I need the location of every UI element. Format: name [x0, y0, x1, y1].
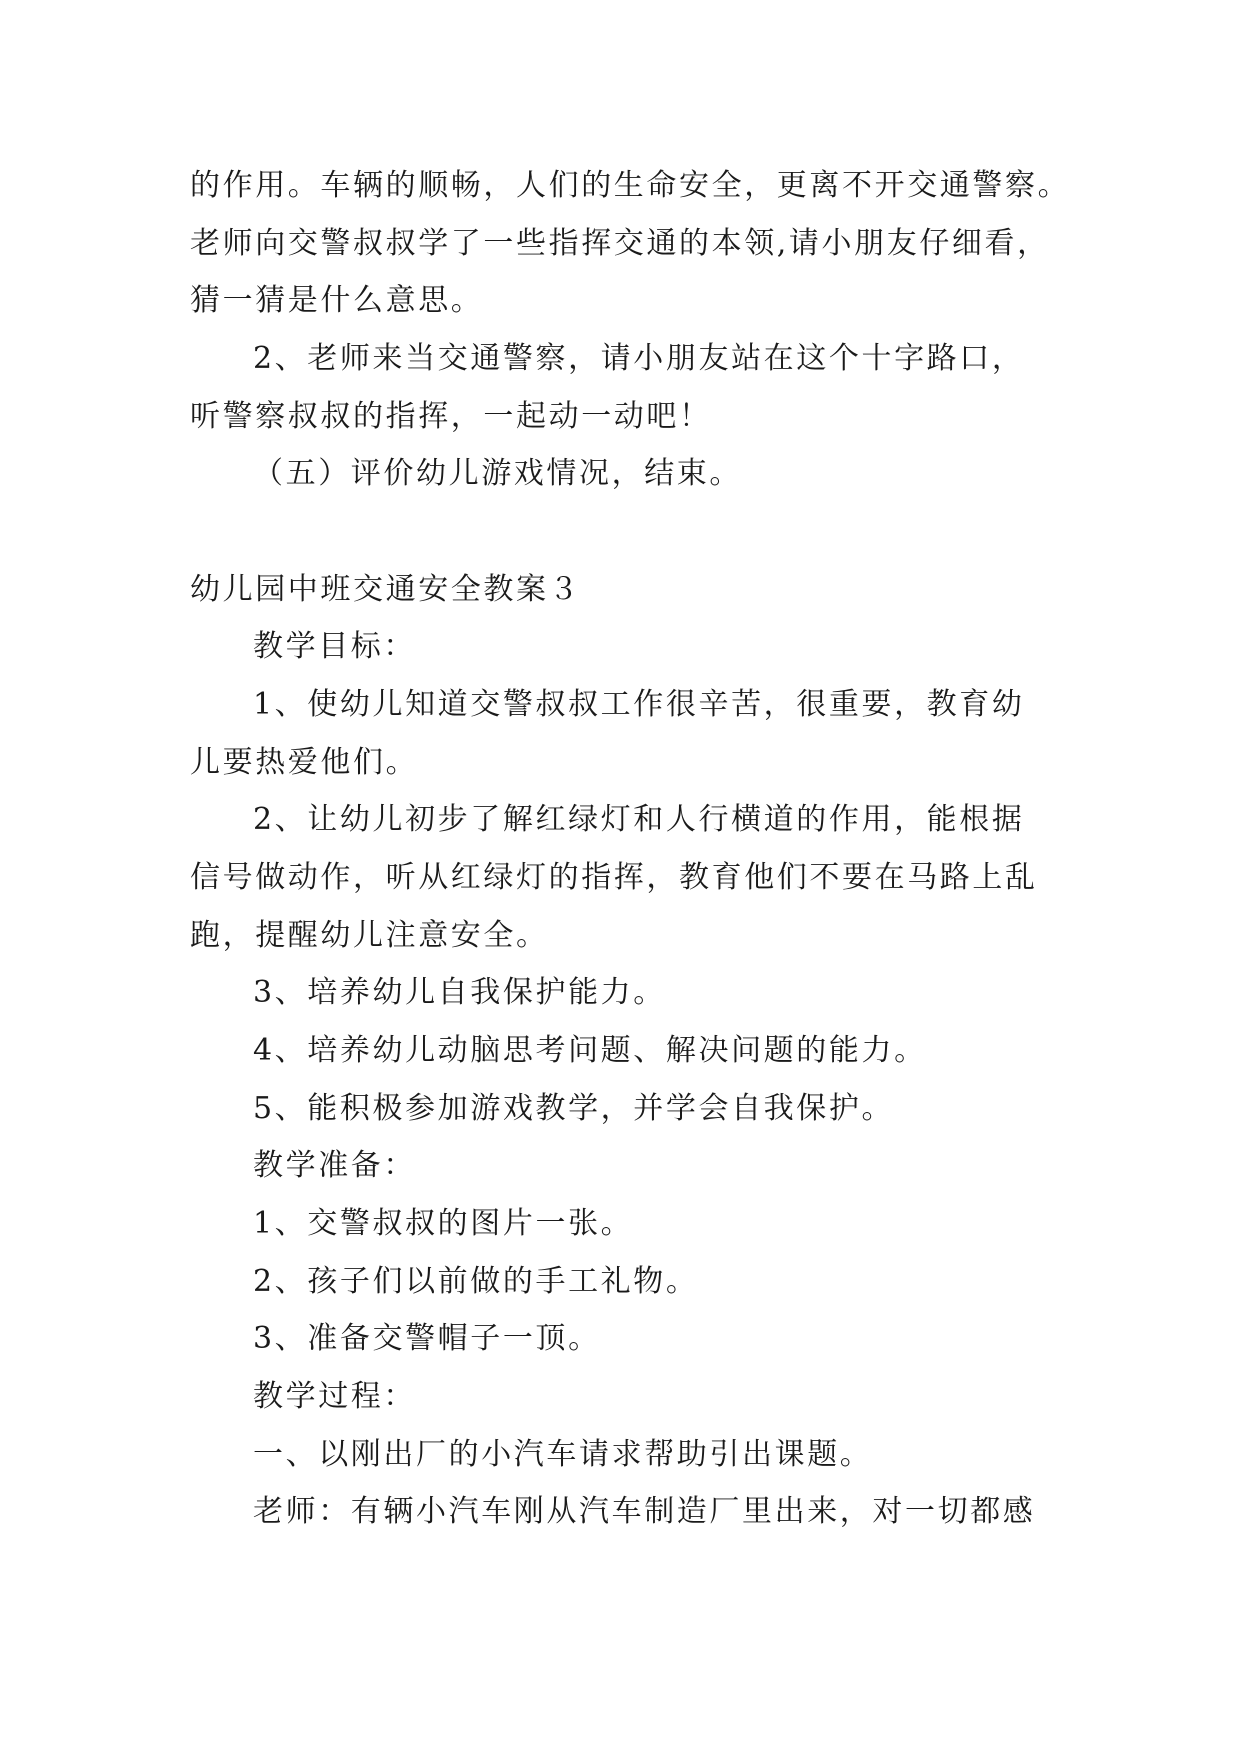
paragraph-line: 的作用。车辆的顺畅，人们的生命安全，更离不开交通警察。	[190, 168, 1071, 203]
paragraph-line: 猜一猜是什么意思。	[190, 283, 484, 318]
paragraph-line: 跑，提醒幼儿注意安全。	[190, 918, 549, 953]
paragraph-line: 信号做动作，听从红绿灯的指挥，教育他们不要在马路上乱	[190, 860, 1038, 895]
subheading: 教学准备：	[253, 1148, 416, 1183]
list-item: 1、交警叔叔的图片一张。	[253, 1206, 634, 1241]
list-item: 2、让幼儿初步了解红绿灯和人行横道的作用，能根据	[253, 802, 1025, 837]
list-item: 3、准备交警帽子一顶。	[253, 1321, 601, 1356]
list-item: 2、孩子们以前做的手工礼物。	[253, 1264, 699, 1299]
paragraph-line: 老师：有辆小汽车刚从汽车制造厂里出来，对一切都感	[253, 1494, 1036, 1529]
section-title: 幼儿园中班交通安全教案３	[190, 572, 582, 607]
paragraph-line: 听警察叔叔的指挥，一起动一动吧！	[190, 399, 712, 434]
list-item: 1、使幼儿知道交警叔叔工作很辛苦，很重要，教育幼	[253, 687, 1025, 722]
list-item: 一、以刚出厂的小汽车请求帮助引出课题。	[253, 1437, 873, 1472]
subheading: 教学目标：	[253, 629, 416, 664]
paragraph-line: 儿要热爱他们。	[190, 745, 419, 780]
list-item: 4、培养幼儿动脑思考问题、解决问题的能力。	[253, 1033, 927, 1068]
subheading: 教学过程：	[253, 1379, 416, 1414]
paragraph-line: 老师向交警叔叔学了一些指挥交通的本领,请小朋友仔细看，	[190, 226, 1050, 261]
list-item: 5、能积极参加游戏教学，并学会自我保护。	[253, 1091, 895, 1126]
paragraph-line: （五）评价幼儿游戏情况，结束。	[253, 456, 742, 491]
paragraph-line: 2、老师来当交通警察，请小朋友站在这个十字路口，	[253, 341, 1025, 376]
list-item: 3、培养幼儿自我保护能力。	[253, 975, 666, 1010]
